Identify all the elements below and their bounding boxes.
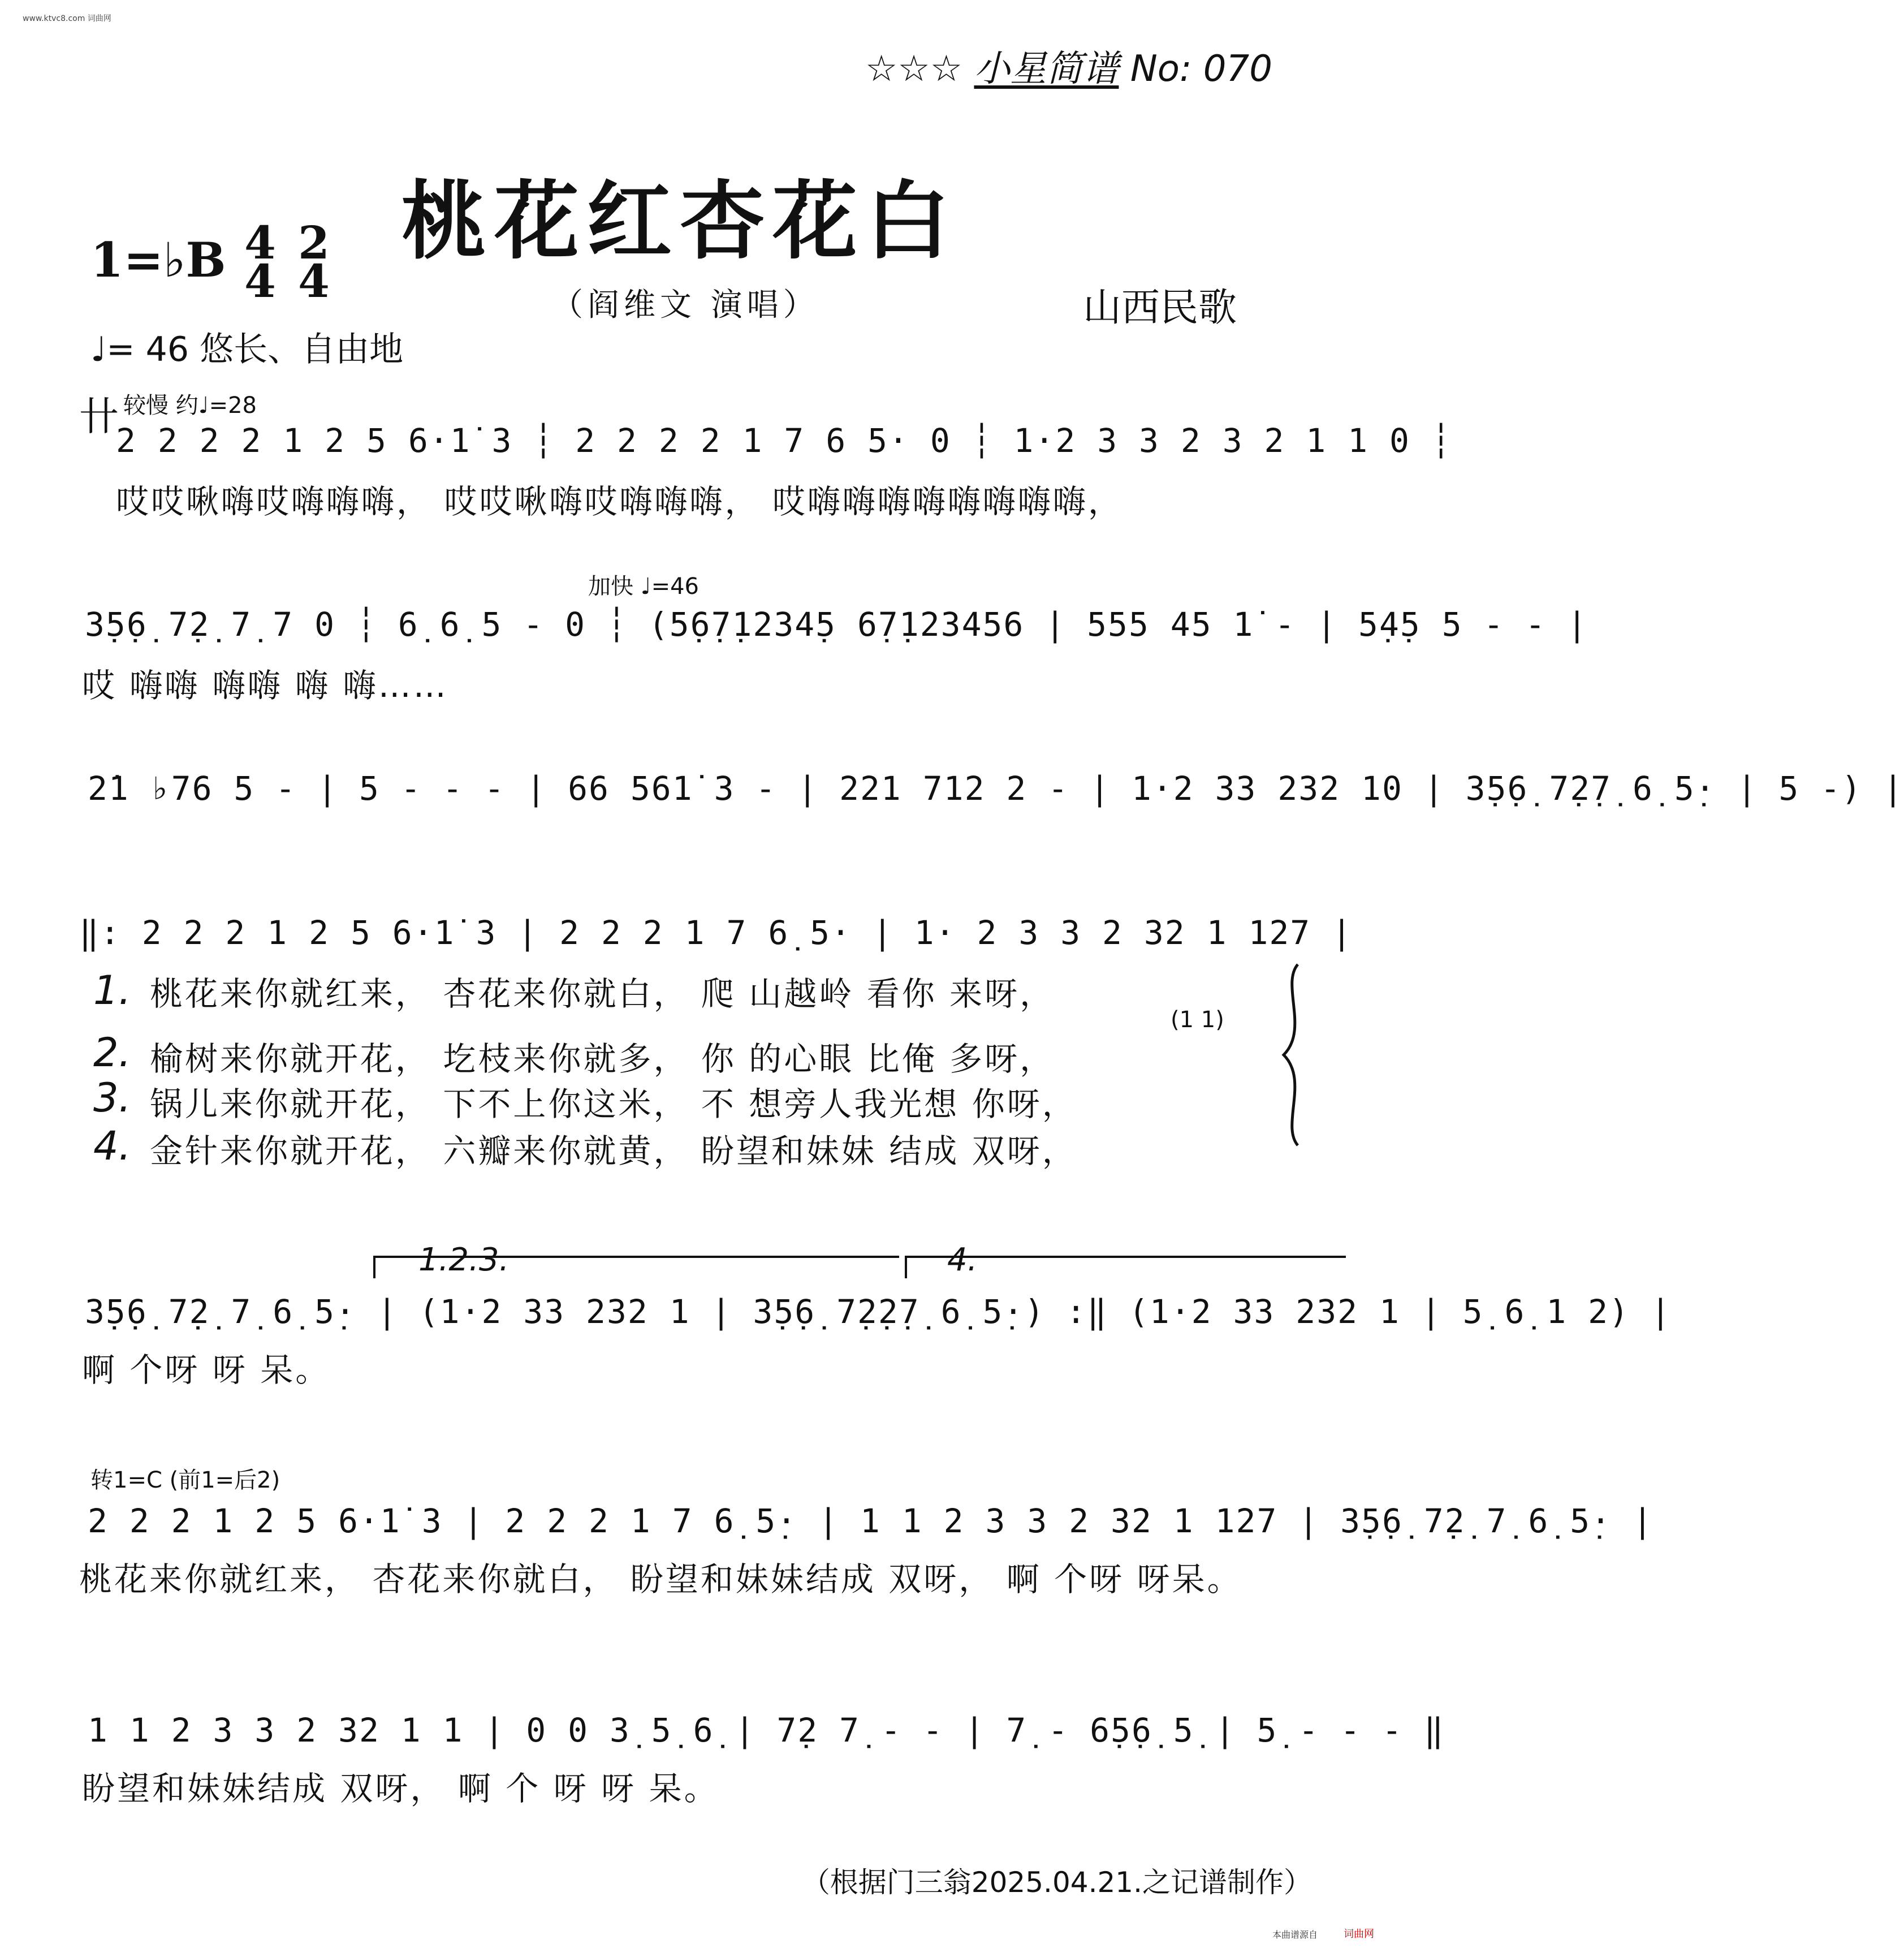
interlude-notes: 2̇1 ♭76 5 - | 5 - - - | 66 561̇ 3 - | 221 712 2 - | 1·2 33 232 10 | 3̣5̣6̣ 7̣2̣7̣ 6̣ 5̣· | 5 -) | <box>88 769 1904 808</box>
modulation-label: 转1=C (前1=后2) <box>90 1467 280 1493</box>
series-label: 小星简谱 <box>974 48 1119 90</box>
tempo-marking: ♩= 46 悠长、自由地 <box>90 330 404 369</box>
tempo-change: 加快 ♩=46 <box>588 574 699 600</box>
verse-notes: ‖: 2 2 2 1 2 5 6·1̇ 3 | 2 2 2 1 7 6̣ 5· | 1· 2 3 3 2 32 1 127 | <box>79 913 1353 952</box>
intro-mark: 卄 <box>79 393 119 439</box>
song-origin: 山西民歌 <box>1083 286 1237 330</box>
verse-line-1: 桃花来你就红来， 杏花来你就白， 爬 山越岭 看你 来呀， <box>150 975 1055 1013</box>
time-signature-2: 2 4 <box>298 216 330 308</box>
verse-alt-notes: (1 1) <box>1171 1007 1224 1033</box>
volta-1-label: 1.2.3. <box>418 1242 510 1278</box>
time-signature-1: 4 4 <box>244 216 276 308</box>
intro-tempo-note: 较慢 约♩=28 <box>123 393 257 419</box>
verse-line-3: 锅儿来你就开花， 下不上你这米， 不 想旁人我光想 你呀， <box>150 1085 1077 1123</box>
verse-number-2: 2. <box>93 1029 131 1076</box>
final-notes: 1 1 2 3 3 2 32 1 1 | 0 0 3̣ 5̣ 6̣ | 7̣2 7̣ - - | 7̣ - 6̣5̣6̣ 5̣ | 5̣ - - - ‖ <box>88 1711 1445 1749</box>
verse-line-2: 榆树来你就开花， 圪枝来你就多， 你 的心眼 比俺 多呀， <box>150 1040 1055 1078</box>
verse-number-3: 3. <box>93 1075 131 1121</box>
footer-source-note: 本曲谱源自 <box>1272 1929 1318 1940</box>
top-watermark: www.ktvc8.com 词曲网 <box>23 14 111 23</box>
singer-credit: （阎维文 演唱） <box>551 287 819 324</box>
stars-label: ☆☆☆ <box>865 48 963 90</box>
intro-lyrics-line-2: 哎 嗨嗨 嗨嗨 嗨 嗨…… <box>82 666 448 705</box>
verse-number-4: 4. <box>93 1123 131 1169</box>
final-lyrics: 盼望和妹妹结成 双呀， 啊 个 呀 呀 呆。 <box>82 1769 719 1808</box>
series-header <box>865 40 1272 92</box>
intro-notes-line-1: 2 2 2 2 1 2 5 6·1̇ 3 ┆ 2 2 2 2 1 7 6 5· 0 ┆ 1·2 3 3 2 3 2 1 1 0 ┆ <box>116 421 1452 460</box>
song-title: 桃花红杏花白 <box>401 171 959 271</box>
footer-logo: 词曲网 <box>1344 1928 1374 1940</box>
volta-2-hook <box>905 1256 907 1278</box>
key-signature: 1=♭B <box>90 232 226 288</box>
series-number: No: 070 <box>1130 48 1272 90</box>
volta-1-hook <box>373 1256 375 1278</box>
volta-2-label: 4. <box>947 1242 978 1278</box>
verse-line-4: 金针来你就开花， 六瓣来你就黄， 盼望和妹妹 结成 双呀， <box>150 1132 1077 1170</box>
intro-notes-line-2: 3̣5̣6̣ 7̣2̣ 7̣ 7 0 ┆ 6̣ 6̣ 5 - 0 ┆ (5̣6̣7̣1234̣5 6̣7̣123456 | 555 45 1̇ - | 5̣4̣5 5 - - | <box>85 605 1588 644</box>
ending-lyrics: 啊 个呀 呀 呆。 <box>82 1351 331 1389</box>
verse-number-1: 1. <box>93 967 131 1014</box>
footer-credit: （根据门三翁2025.04.21.之记谱制作） <box>801 1866 1312 1899</box>
verse-brace <box>1275 962 1315 1148</box>
modulation-lyrics: 桃花来你就红来， 杏花来你就白， 盼望和妹妹结成 双呀， 啊 个呀 呀呆。 <box>79 1560 1242 1598</box>
intro-lyrics-line-1: 哎哎啾嗨哎嗨嗨嗨， 哎哎啾嗨哎嗨嗨嗨， 哎嗨嗨嗨嗨嗨嗨嗨嗨， <box>116 482 1123 521</box>
modulation-notes: 2 2 2 1 2 5 6·1̇ 3 | 2 2 2 1 7 6̣ 5̣· | 1 1 2 3 3 2 32 1 127 | 3̣5̣6̣ 7̣2̣ 7̣ 6̣ 5̣· | <box>88 1502 1653 1540</box>
ending-notes: 3̣5̣6̣ 7̣2̣ 7̣ 6̣ 5̣· | (1·2 33 232 1 | 3̣5̣6̣ 7̣2̣2̣7̣ 6̣ 5̣·) :‖ (1·2 33 232 1 | 5̣ 6̣ 1 2) | <box>85 1292 1672 1331</box>
